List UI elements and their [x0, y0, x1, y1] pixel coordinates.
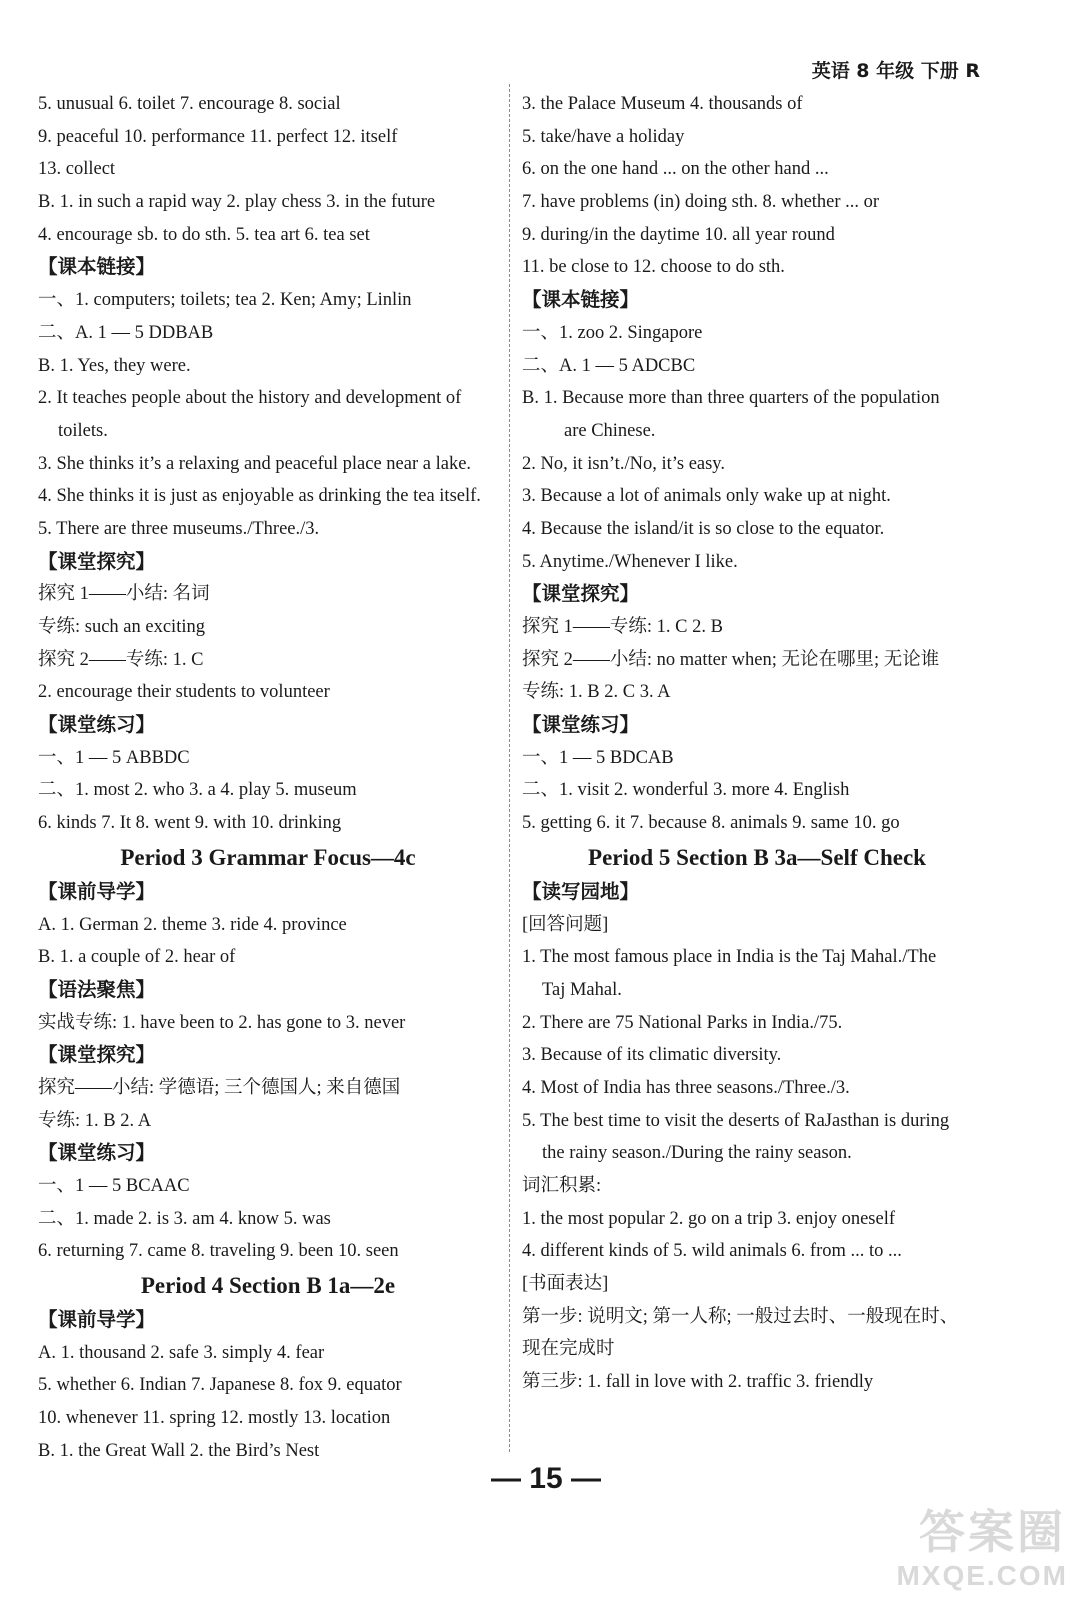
page-header: 英语 8 年级 下册 R — [811, 60, 980, 82]
answer-line: 词汇积累: — [522, 1176, 602, 1196]
answer-line: 专练: 1. B 2. C 3. A — [522, 682, 671, 703]
answer-line: 探究——小结: 学德语; 三个德国人; 来自德国 — [38, 1077, 401, 1098]
answer-line: 3. Because of its climatic diversity. — [522, 1045, 782, 1066]
answer-line: [书面表达] — [522, 1274, 609, 1295]
left-column — [38, 88, 498, 1468]
answer-line: 实战专练: 1. have been to 2. has gone to 3. never — [38, 1012, 406, 1033]
answer-line: 13. collect — [38, 159, 116, 180]
answer-line: 4. Because the island/it is so close to the equator. — [522, 518, 885, 539]
answer-line: 二、A. 1 — 5 ADCBC — [522, 355, 696, 376]
answer-line: 5. getting 6. it 7. because 8. animals 9. same 10. go — [522, 813, 900, 834]
answer-line: A. 1. thousand 2. safe 3. simply 4. fear — [38, 1342, 325, 1363]
answer-line: 一、1. zoo 2. Singapore — [522, 322, 703, 343]
watermark-url: MXQE.COM — [896, 1560, 1068, 1591]
answer-line: 探究 1——专练: 1. C 2. B — [522, 617, 723, 637]
answer-line: 3. the Palace Museum 4. thousands of — [522, 94, 803, 114]
answer-line: 4. She thinks it is just as enjoyable as drinking the tea itself. — [38, 486, 481, 507]
section-heading: 【课前导学】 — [38, 879, 156, 903]
answer-line: toilets. — [58, 420, 108, 441]
section-heading: 【语法聚焦】 — [38, 977, 156, 1001]
answer-line: B. 1. the Great Wall 2. the Bird’s Nest — [38, 1440, 320, 1461]
section-heading: 【课堂练习】 — [522, 713, 640, 737]
answer-line: 5. There are three museums./Three./3. — [38, 518, 320, 539]
section-heading: 【课前导学】 — [38, 1308, 156, 1332]
answer-line: 二、A. 1 — 5 DDBAB — [38, 322, 214, 343]
answer-line: 探究 2——专练: 1. C — [38, 649, 204, 670]
answer-line: 第三步: 1. fall in love with 2. traffic 3. friendly — [522, 1372, 874, 1393]
period-heading: Period 5 Section B 3a—Self Check — [588, 844, 926, 870]
answer-line: 3. She thinks it’s a relaxing and peaceful place near a lake. — [38, 453, 472, 474]
section-heading: 【课堂探究】 — [522, 582, 640, 606]
section-heading: 【课堂练习】 — [38, 1141, 156, 1165]
answer-line: 探究 1——小结: 名词 — [38, 584, 210, 605]
answer-line: 6. returning 7. came 8. traveling 9. been 10. seen — [38, 1241, 399, 1262]
answer-line: B. 1. Because more than three quarters of the population — [522, 388, 940, 409]
right-column — [522, 88, 992, 1399]
answer-line: 9. peaceful 10. performance 11. perfect 12. itself — [38, 126, 398, 147]
answer-line: 二、1. most 2. who 3. a 4. play 5. museum — [38, 780, 357, 801]
answer-line: 3. Because a lot of animals only wake up at night. — [522, 486, 891, 507]
section-heading: 【课本链接】 — [38, 255, 156, 279]
answer-line: 10. whenever 11. spring 12. mostly 13. location — [38, 1408, 391, 1429]
answer-line: 4. different kinds of 5. wild animals 6. from ... to ... — [522, 1241, 902, 1262]
answer-line: 7. have problems (in) doing sth. 8. whether ... or — [522, 192, 880, 213]
answer-line: 一、1 — 5 BCAAC — [38, 1176, 190, 1196]
answer-line: 专练: such an exciting — [38, 617, 205, 637]
answer-line: 一、1. computers; toilets; tea 2. Ken; Amy; Linlin — [38, 290, 412, 311]
answer-line: 探究 2——小结: no matter when; 无论在哪里; 无论谁 — [522, 649, 940, 670]
answer-line: the rainy season./During the rainy season. — [542, 1143, 852, 1164]
answer-line: 5. take/have a holiday — [522, 126, 685, 147]
period-heading: Period 4 Section B 1a—2e — [140, 1273, 396, 1299]
answer-line: 2. encourage their students to volunteer — [38, 682, 330, 703]
answer-line: 9. during/in the daytime 10. all year round — [522, 224, 835, 245]
section-heading: 【读写园地】 — [522, 879, 640, 903]
answer-line: are Chinese. — [564, 420, 656, 441]
answer-line: B. 1. in such a rapid way 2. play chess 3. in the future — [38, 192, 436, 213]
answer-line: 专练: 1. B 2. A — [38, 1110, 152, 1131]
column-divider — [509, 84, 510, 1452]
answer-line: 5. Anytime./Whenever I like. — [522, 551, 738, 572]
section-heading: 【课堂探究】 — [38, 1043, 156, 1067]
answer-line: [回答问题] — [522, 914, 609, 935]
answer-line: B. 1. a couple of 2. hear of — [38, 947, 236, 968]
answer-line: B. 1. Yes, they were. — [38, 355, 191, 376]
section-heading: 【课堂练习】 — [38, 713, 156, 737]
answer-line: 一、1 — 5 BDCAB — [522, 747, 674, 768]
answer-line: 现在完成时 — [522, 1339, 615, 1360]
answer-line: 5. whether 6. Indian 7. Japanese 8. fox 9. equator — [38, 1375, 402, 1396]
answer-line: Taj Mahal. — [542, 979, 622, 1000]
answer-line: 第一步: 说明文; 第一人称; 一般过去时、一般现在时、 — [522, 1306, 959, 1327]
answer-line: 一、1 — 5 ABBDC — [38, 747, 190, 768]
section-heading: 【课本链接】 — [522, 288, 640, 312]
answer-line: A. 1. German 2. theme 3. ride 4. province — [38, 914, 347, 935]
watermark-title: 答案圈 — [919, 1505, 1066, 1559]
answer-line: 2. There are 75 National Parks in India./75. — [522, 1012, 843, 1033]
answer-line: 1. the most popular 2. go on a trip 3. enjoy oneself — [522, 1208, 896, 1229]
answer-line: 5. The best time to visit the deserts of RaJasthan is during — [522, 1110, 950, 1131]
watermark-logo — [896, 1496, 1074, 1592]
page-number: — 15 — — [490, 1462, 602, 1495]
answer-line: 6. on the one hand ... on the other hand ... — [522, 159, 829, 180]
answer-line: 6. kinds 7. It 8. went 9. with 10. drinking — [38, 813, 342, 834]
section-heading: 【课堂探究】 — [38, 549, 156, 573]
answer-line: 4. encourage sb. to do sth. 5. tea art 6. tea set — [38, 224, 370, 245]
answer-line: 4. Most of India has three seasons./Three./3. — [522, 1077, 850, 1098]
answer-line: 2. No, it isn’t./No, it’s easy. — [522, 453, 725, 474]
answer-line: 二、1. made 2. is 3. am 4. know 5. was — [38, 1208, 331, 1229]
answer-line: 1. The most famous place in India is the Taj Mahal./The — [522, 947, 937, 968]
answer-line: 2. It teaches people about the history and development of — [38, 388, 462, 409]
answer-line: 11. be close to 12. choose to do sth. — [522, 257, 785, 278]
answer-line: 二、1. visit 2. wonderful 3. more 4. English — [522, 780, 850, 801]
answer-line: 5. unusual 6. toilet 7. encourage 8. social — [38, 94, 341, 114]
period-heading: Period 3 Grammar Focus—4c — [120, 844, 416, 870]
